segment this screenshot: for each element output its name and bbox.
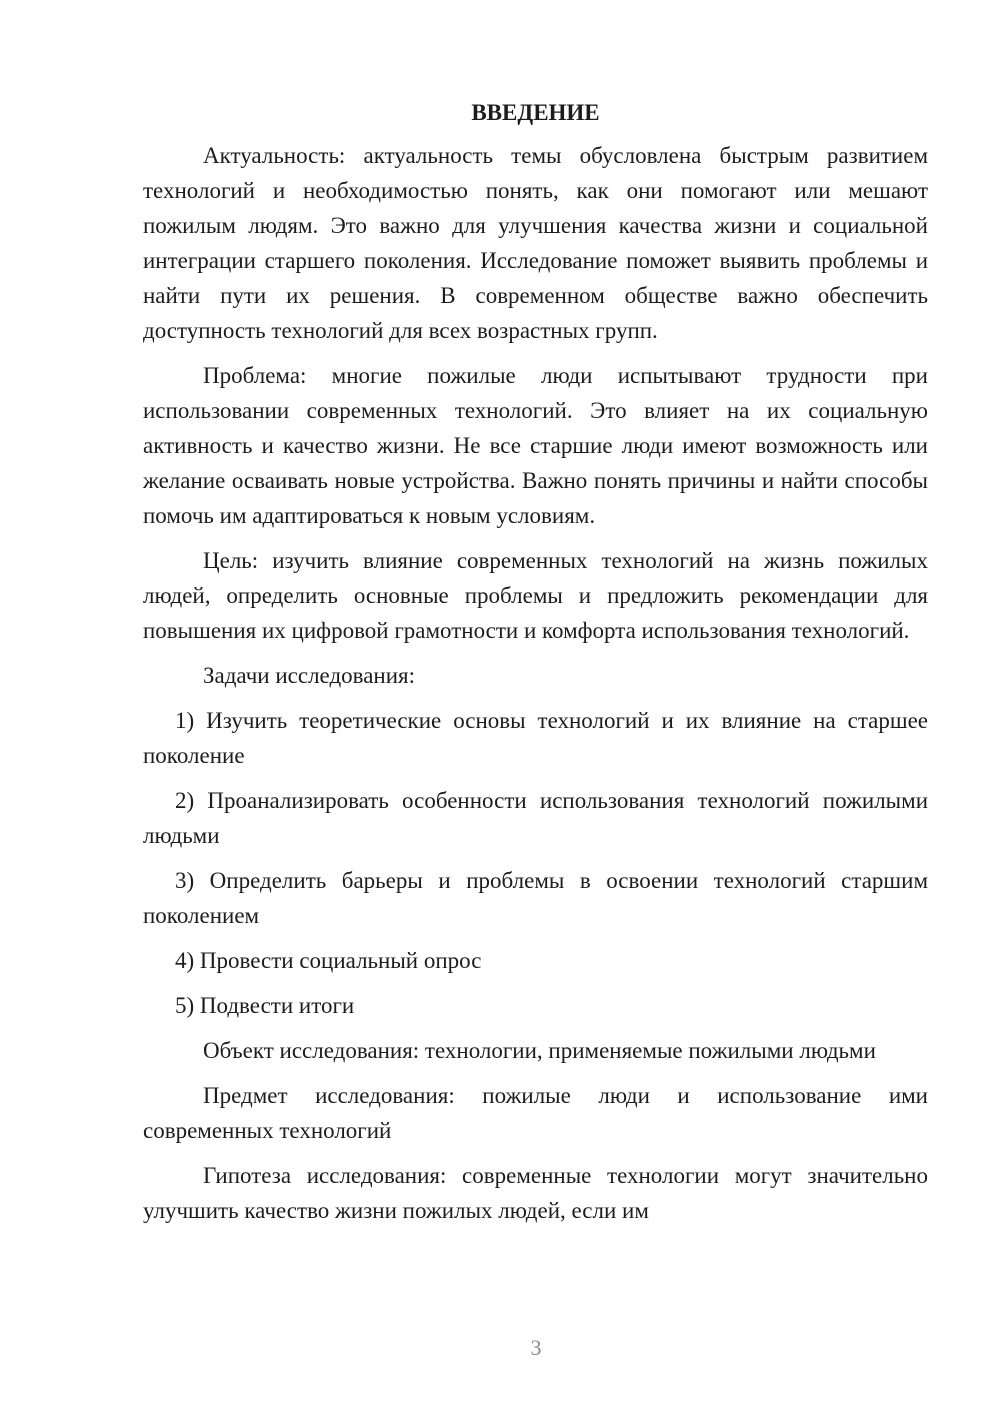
page-number: 3 xyxy=(530,1335,542,1360)
task-item: 3) Определить барьеры и проблемы в освоении технологий старшим поколением xyxy=(143,868,928,928)
tasks-list xyxy=(143,703,928,1023)
tasks-heading: Задачи исследования: xyxy=(203,663,416,688)
object-paragraph: Объект исследования: технологии, применяемые пожилыми людьми xyxy=(203,1038,876,1063)
problem-paragraph: Проблема: многие пожилые люди испытывают трудности при использовании современных технологий. Это влияет на их социальную активность и качество жизни. Не все старшие люди имеют возможность или желание осваивать новые устройства. Важно понять причины и найти способы помочь им адаптироваться к новым условиям. xyxy=(143,363,928,528)
page-title: ВВЕДЕНИЕ xyxy=(471,100,600,125)
document-body xyxy=(143,95,928,1228)
task-item: 2) Проанализировать особенности использования технологий пожилыми людьми xyxy=(143,788,928,848)
task-item: 4) Провести социальный опрос xyxy=(175,948,482,973)
task-item: 5) Подвести итоги xyxy=(175,993,355,1018)
task-item: 1) Изучить теоретические основы технологий и их влияние на старшее поколение xyxy=(143,708,928,768)
hypothesis-paragraph: Гипотеза исследования: современные технологии могут значительно улучшить качество жизни пожилых людей, если им xyxy=(143,1163,928,1223)
subject-paragraph: Предмет исследования: пожилые люди и использование ими современных технологий xyxy=(143,1083,928,1143)
goal-paragraph: Цель: изучить влияние современных технологий на жизнь пожилых людей, определить основные проблемы и предложить рекомендации для повышения их цифровой грамотности и комфорта использования технологий. xyxy=(143,548,928,643)
relevance-paragraph: Актуальность: актуальность темы обусловлена быстрым развитием технологий и необходимостью понять, как они помогают или мешают пожилым людям. Это важно для улучшения качества жизни и социальной интеграции старшего поколения. Исследование поможет выявить проблемы и найти пути их решения. В современном обществе важно обеспечить доступность технологий для всех возрастных групп. xyxy=(143,143,928,343)
